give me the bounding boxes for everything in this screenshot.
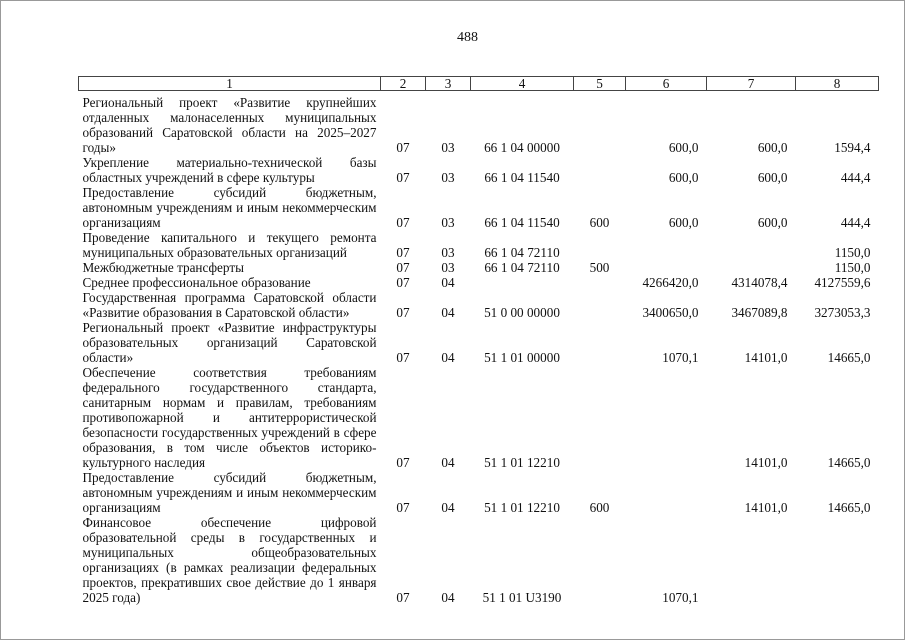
expense-type-code: 600 (589, 500, 610, 515)
subsection-code: 03 (441, 245, 455, 260)
amount-year-1 (626, 260, 707, 275)
table-row (79, 515, 879, 605)
header-row (79, 77, 879, 91)
target-article-code: 66 1 04 72110 (484, 245, 560, 260)
column-header-8: 8 (796, 77, 879, 91)
amount-year-1: 600,0 (668, 215, 699, 230)
amount-year-3: 3273053,3 (814, 305, 871, 320)
section-code: 07 (396, 215, 410, 230)
subsection-code: 04 (441, 305, 455, 320)
subsection-code: 04 (441, 500, 455, 515)
table-row (79, 275, 879, 290)
section-code: 07 (396, 260, 410, 275)
section-code: 07 (396, 245, 410, 260)
row-name: Региональный проект «Развитие крупнейших отдаленных малонаселенных муниципальных образований Саратовской области на 2025–2027 годы» (82, 95, 377, 155)
amount-year-1 (626, 470, 707, 515)
section-code: 07 (396, 590, 410, 605)
row-name: Укрепление материально-технической базы областных учреждений в сфере культуры (82, 155, 377, 185)
amount-year-2: 14101,0 (744, 350, 788, 365)
amount-year-3: 14665,0 (827, 350, 871, 365)
section-code: 07 (396, 500, 410, 515)
amount-year-2: 4314078,4 (731, 275, 788, 290)
section-code: 07 (396, 140, 410, 155)
subsection-code: 03 (441, 215, 455, 230)
amount-year-1: 600,0 (668, 140, 699, 155)
expense-type-code (574, 275, 626, 290)
amount-year-1: 4266420,0 (642, 275, 699, 290)
column-header-5: 5 (574, 77, 626, 91)
amount-year-1: 3400650,0 (642, 305, 699, 320)
table-row (79, 365, 879, 470)
amount-year-2 (707, 260, 796, 275)
row-name: Межбюджетные трансферты (82, 260, 244, 275)
column-header-3: 3 (426, 77, 471, 91)
amount-year-2 (707, 230, 796, 260)
amount-year-1: 1070,1 (662, 350, 699, 365)
subsection-code: 03 (441, 140, 455, 155)
subsection-code: 03 (441, 260, 455, 275)
target-article-code: 51 1 01 U3190 (482, 590, 562, 605)
amount-year-3: 14665,0 (827, 500, 871, 515)
column-header-7: 7 (707, 77, 796, 91)
target-article-code: 51 1 01 00000 (484, 350, 560, 365)
amount-year-3: 444,4 (840, 215, 871, 230)
subsection-code: 04 (441, 590, 455, 605)
expense-type-code (574, 155, 626, 185)
target-article-code: 66 1 04 11540 (484, 170, 560, 185)
expense-type-code: 600 (589, 215, 610, 230)
target-article-code: 51 1 01 12210 (484, 455, 560, 470)
row-name: Региональный проект «Развитие инфраструктуры образовательных организаций Саратовской области» (82, 320, 377, 365)
section-code: 07 (396, 170, 410, 185)
amount-year-3: 14665,0 (827, 455, 871, 470)
table-row (79, 290, 879, 320)
expense-type-code (574, 365, 626, 470)
section-code: 07 (396, 275, 410, 290)
row-name: Предоставление субсидий бюджетным, автономным учреждениям и иным некоммерческим организациям (82, 185, 377, 230)
column-header-4: 4 (471, 77, 574, 91)
section-code: 07 (396, 455, 410, 470)
table-row (79, 185, 879, 230)
expense-type-code (574, 515, 626, 605)
amount-year-1 (626, 365, 707, 470)
target-article-code: 66 1 04 00000 (484, 140, 560, 155)
subsection-code: 04 (441, 275, 455, 290)
column-header-6: 6 (626, 77, 707, 91)
amount-year-3 (796, 515, 879, 605)
target-article-code: 51 1 01 12210 (484, 500, 560, 515)
expense-type-code (574, 91, 626, 156)
expense-type-code: 500 (589, 260, 610, 275)
expense-type-code (574, 290, 626, 320)
amount-year-3: 4127559,6 (814, 275, 871, 290)
column-header-2: 2 (381, 77, 426, 91)
amount-year-2 (707, 515, 796, 605)
subsection-code: 04 (441, 350, 455, 365)
target-article-code: 51 0 00 00000 (484, 305, 560, 320)
table-row (79, 470, 879, 515)
amount-year-2: 14101,0 (744, 455, 788, 470)
amount-year-2: 14101,0 (744, 500, 788, 515)
amount-year-1: 1070,1 (662, 590, 699, 605)
amount-year-3: 1150,0 (834, 245, 871, 260)
table-row (79, 260, 879, 275)
row-name: Среднее профессиональное образование (82, 275, 311, 290)
amount-year-2: 600,0 (757, 140, 788, 155)
amount-year-2: 600,0 (757, 215, 788, 230)
target-article-code: 66 1 04 11540 (484, 215, 560, 230)
table-row (79, 155, 879, 185)
row-name: Предоставление субсидий бюджетным, автономным учреждениям и иным некоммерческим организациям (82, 470, 377, 515)
table-row (79, 230, 879, 260)
expense-type-code (574, 320, 626, 365)
target-article-code: 66 1 04 72110 (484, 260, 560, 275)
subsection-code: 04 (441, 455, 455, 470)
section-code: 07 (396, 305, 410, 320)
amount-year-3: 444,4 (840, 170, 871, 185)
amount-year-1: 600,0 (668, 170, 699, 185)
column-header-1: 1 (79, 77, 381, 91)
section-code: 07 (396, 350, 410, 365)
page-number: 488 (457, 30, 478, 45)
amount-year-2: 600,0 (757, 170, 788, 185)
amount-year-2: 3467089,8 (731, 305, 788, 320)
table-row (79, 320, 879, 365)
target-article-code (471, 275, 574, 290)
subsection-code: 03 (441, 170, 455, 185)
amount-year-3: 1594,4 (834, 140, 871, 155)
row-name: Государственная программа Саратовской области «Развитие образования в Саратовской области» (82, 290, 377, 320)
row-name: Финансовое обеспечение цифровой образовательной среды в государственных и муниципальных общеобразовательных организациях (в рамках реализации федеральных проектов, прекративших свое действие до 1 января 2025 года) (82, 515, 377, 605)
budget-table (78, 76, 879, 605)
amount-year-3: 1150,0 (834, 260, 871, 275)
row-name: Проведение капитального и текущего ремонта муниципальных образовательных организаций (82, 230, 377, 260)
row-name: Обеспечение соответствия требованиям федерального государственного стандарта, санитарным нормам и правилам, требованиям противопожарной и антитеррористической безопасности государственных учреждений в сфере образования, в том числе объектов историко-культурного наследия (82, 365, 377, 470)
table-row (79, 91, 879, 156)
amount-year-1 (626, 230, 707, 260)
expense-type-code (574, 230, 626, 260)
